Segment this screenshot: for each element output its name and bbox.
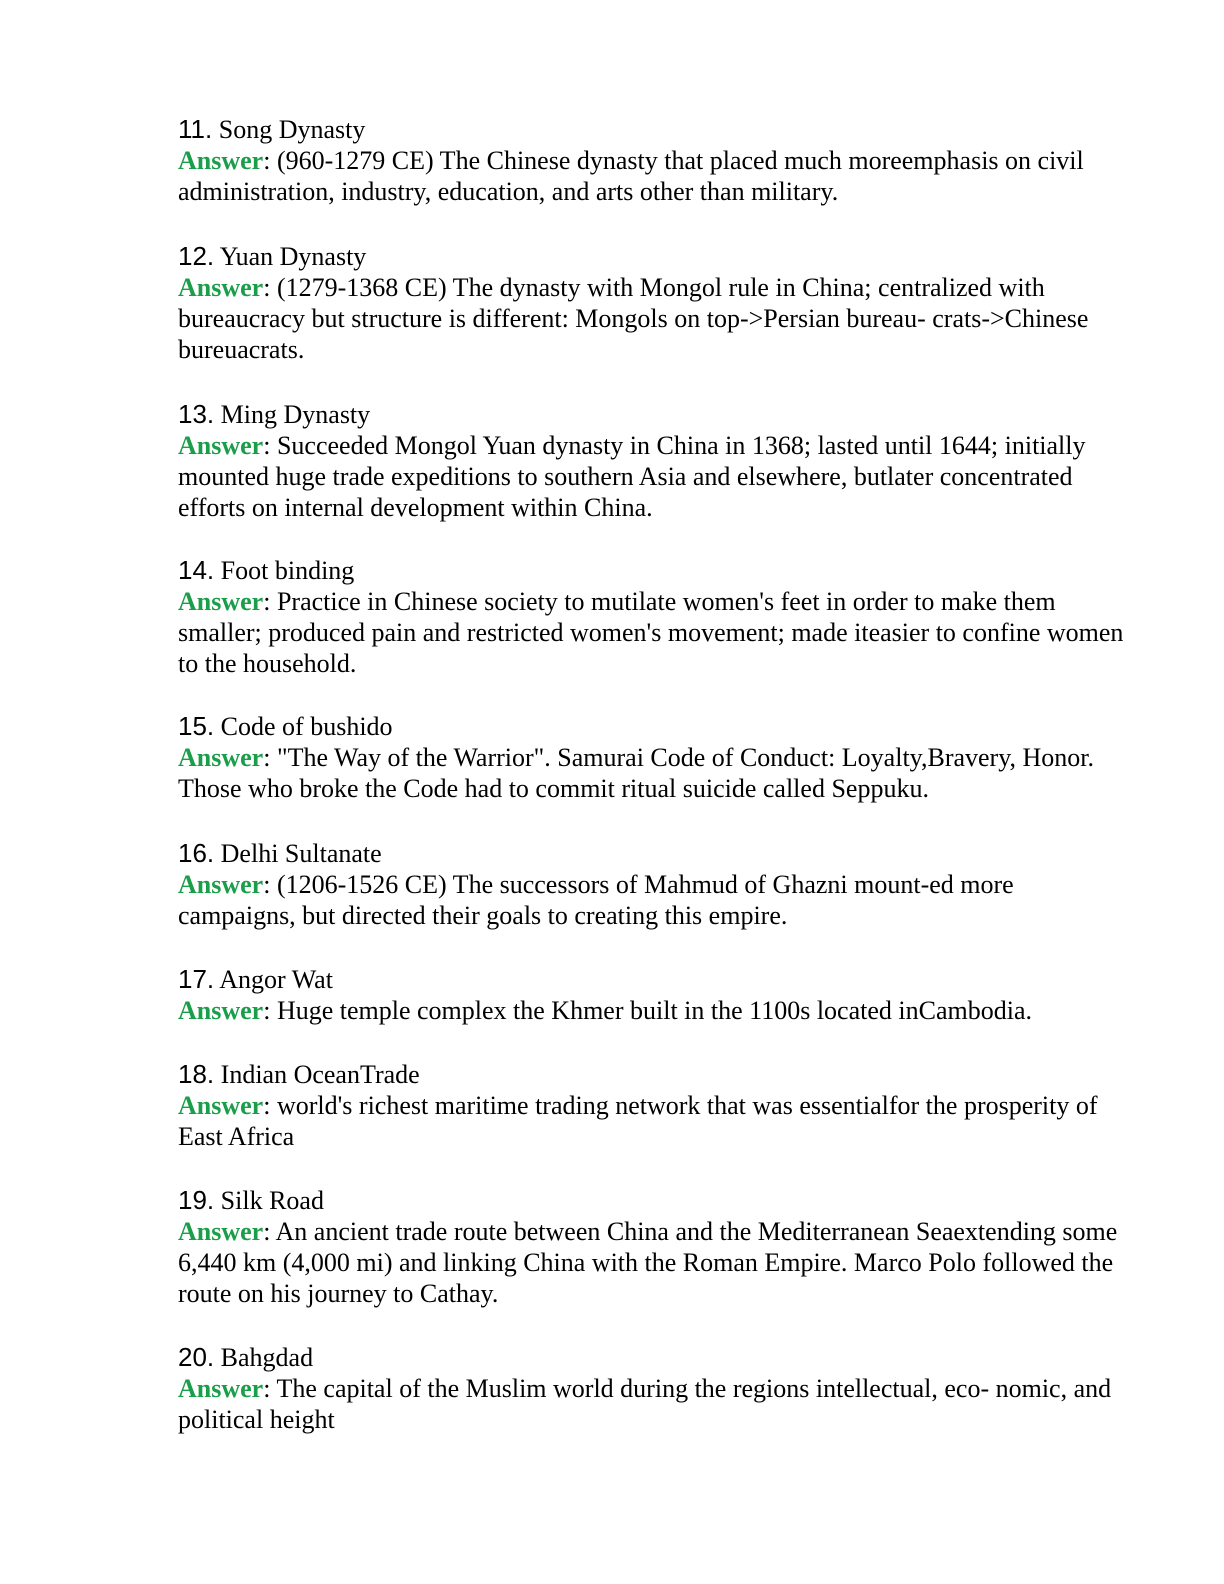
answer-body: (1206-1526 CE) The successors of Mahmud of Ghazni mount-ed more campaigns, but directed their goals to creating this empire.: [178, 870, 1014, 930]
answer-body: The capital of the Muslim world during the regions intellectual, eco- nomic, and political height: [178, 1374, 1112, 1434]
item-11: [178, 114, 1128, 207]
question-term: Ming Dynasty: [220, 400, 371, 429]
answer-text: Answer: Practice in Chinese society to mutilate women's feet in order to make them smaller; produced pain and restricted women's movement; made iteasier to confine women to the household.: [178, 587, 1124, 678]
question-line: 13. Ming Dynasty: [178, 399, 371, 429]
answer-text: Answer: Huge temple complex the Khmer built in the 1100s located inCambodia.: [178, 996, 1032, 1025]
answer-label: Answer: [178, 996, 264, 1025]
question-number: 13: [178, 399, 207, 429]
question-term: Bahgdad: [220, 1343, 314, 1372]
answer-label: Answer: [178, 1091, 264, 1120]
item-20: [178, 1342, 1128, 1435]
question-term: Indian OceanTrade: [220, 1060, 420, 1089]
question-line: 11. Song Dynasty: [178, 114, 366, 144]
question-term: Delhi Sultanate: [220, 839, 382, 868]
question-term: Yuan Dynasty: [219, 242, 367, 271]
question-line: 17. Angor Wat: [178, 964, 333, 994]
item-12: [178, 241, 1128, 365]
answer-text: Answer: "The Way of the Warrior". Samurai Code of Conduct: Loyalty,Bravery, Honor. Those who broke the Code had to commit ritual suicide called Seppuku.: [178, 743, 1095, 803]
item-15: [178, 711, 1128, 804]
question-number: 20: [178, 1342, 207, 1372]
question-line: 19. Silk Road: [178, 1185, 324, 1215]
answer-text: Answer: (1279-1368 CE) The dynasty with Mongol rule in China; centralized with bureaucracy but structure is different: Mongols on top->Persian bureau- crats->Chinese bureuacrats.: [178, 273, 1089, 364]
answer-text: Answer: An ancient trade route between China and the Mediterranean Seaextending some 6,440 km (4,000 mi) and linking China with the Roman Empire. Marco Polo followed the route on his journey to Cathay.: [178, 1217, 1118, 1308]
question-term: Angor Wat: [219, 965, 333, 994]
answer-body: "The Way of the Warrior". Samurai Code of Conduct: Loyalty,Bravery, Honor. Those who broke the Code had to commit ritual suicide called Seppuku.: [178, 743, 1095, 803]
answer-label: Answer: [178, 1374, 264, 1403]
question-number: 14: [178, 555, 207, 585]
answer-body: (960-1279 CE) The Chinese dynasty that placed much moreemphasis on civil administration, industry, education, and arts other than military.: [178, 146, 1084, 206]
question-line: 12. Yuan Dynasty: [178, 241, 367, 271]
answer-text: Answer: (960-1279 CE) The Chinese dynasty that placed much moreemphasis on civil administration, industry, education, and arts other than military.: [178, 146, 1084, 206]
answer-text: Answer: Succeeded Mongol Yuan dynasty in China in 1368; lasted until 1644; initially mounted huge trade expeditions to southern Asia and elsewhere, butlater concentrated efforts on internal development within China.: [178, 431, 1086, 522]
answer-body: world's richest maritime trading network that was essentialfor the prosperity of East Africa: [178, 1091, 1098, 1151]
question-term: Code of bushido: [220, 712, 393, 741]
item-13: [178, 399, 1128, 523]
answer-label: Answer: [178, 743, 264, 772]
question-number: 16: [178, 838, 207, 868]
question-line: 20. Bahgdad: [178, 1342, 314, 1372]
question-number: 18: [178, 1059, 207, 1089]
answer-body: Huge temple complex the Khmer built in the 1100s located inCambodia.: [276, 996, 1032, 1025]
question-term: Silk Road: [220, 1186, 324, 1215]
answer-label: Answer: [178, 146, 264, 175]
question-line: 16. Delhi Sultanate: [178, 838, 382, 868]
question-term: Song Dynasty: [218, 115, 366, 144]
answer-body: Practice in Chinese society to mutilate women's feet in order to make them smaller; produced pain and restricted women's movement; made iteasier to confine women to the household.: [178, 587, 1124, 678]
item-19: [178, 1185, 1128, 1309]
answer-text: Answer: (1206-1526 CE) The successors of Mahmud of Ghazni mount-ed more campaigns, but directed their goals to creating this empire.: [178, 870, 1014, 930]
question-line: 18. Indian OceanTrade: [178, 1059, 420, 1089]
item-16: [178, 838, 1128, 931]
answer-body: Succeeded Mongol Yuan dynasty in China in 1368; lasted until 1644; initially mounted huge trade expeditions to southern Asia and elsewhere, butlater concentrated efforts on internal development within China.: [178, 431, 1086, 522]
answer-body: (1279-1368 CE) The dynasty with Mongol rule in China; centralized with bureaucracy but structure is different: Mongols on top->Persian bureau- crats->Chinese bureuacrats.: [178, 273, 1089, 364]
item-17: [178, 964, 1128, 1026]
question-number: 17: [178, 964, 207, 994]
question-number: 12: [178, 241, 207, 271]
item-18: [178, 1059, 1128, 1152]
question-number: 11: [178, 114, 205, 144]
answer-label: Answer: [178, 870, 264, 899]
answer-label: Answer: [178, 587, 264, 616]
answer-text: Answer: world's richest maritime trading network that was essentialfor the prosperity of East Africa: [178, 1091, 1098, 1151]
question-number: 19: [178, 1185, 207, 1215]
question-term: Foot binding: [220, 556, 355, 585]
answer-label: Answer: [178, 1217, 264, 1246]
answer-body: An ancient trade route between China and the Mediterranean Seaextending some 6,440 km (4,000 mi) and linking China with the Roman Empire. Marco Polo followed the route on his journey to Cathay.: [178, 1217, 1118, 1308]
item-14: [178, 555, 1128, 679]
answer-label: Answer: [178, 431, 264, 460]
question-line: 15. Code of bushido: [178, 711, 393, 741]
question-number: 15: [178, 711, 207, 741]
answer-text: Answer: The capital of the Muslim world during the regions intellectual, eco- nomic, and political height: [178, 1374, 1112, 1434]
question-line: 14. Foot binding: [178, 555, 355, 585]
answer-label: Answer: [178, 273, 264, 302]
